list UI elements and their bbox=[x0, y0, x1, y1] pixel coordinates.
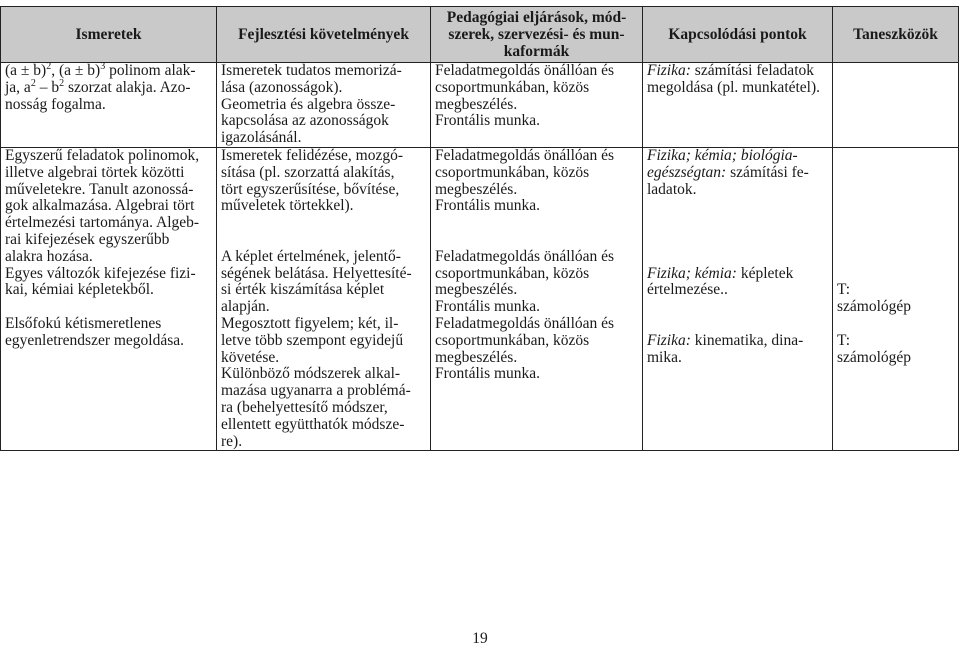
cell-kapcsolodasi bbox=[643, 148, 833, 451]
cell-pedagogiai bbox=[431, 148, 643, 451]
header-kapcsolodasi-pontok: Kapcsolódási pontok bbox=[643, 7, 833, 63]
fejlesztes-text: Ismeretek felidézése, mozgó- sítása (pl. szorzattá alakítás, tört egyszerűsítése, bővítése, műveletek törtekkel). bbox=[221, 147, 404, 215]
identity-line-3: nosság fogalma. bbox=[5, 95, 106, 113]
ismeretek-text: Egyszerű feladatok polinomok, illetve algebrai törtek közötti műveletekre. Tanult azonossá- gok alkalmazása. Algebrai tört értelmezési tartománya. Algeb- rai kifejezések egyszerűbb alakra hozása. bbox=[5, 147, 200, 265]
fejlesztes-text-2: A képlet értelmének, jelentő- ségének belátása. Helyettesíté- si érték kiszámítása képlet alapján. bbox=[221, 247, 412, 316]
pedagogiai-text-2: Feladatmegoldás önállóan és csoportmunkában, közös megbeszélés. Frontális munka. bbox=[435, 247, 615, 316]
connection-text: képletek értelmezése.. bbox=[647, 264, 794, 299]
connection-text: számítási fe- ladatok. bbox=[647, 163, 809, 198]
ismeretek-text-3: Elsőfokú kétismeretlenes egyenletrendszer megoldása. bbox=[5, 314, 185, 349]
table-row bbox=[1, 63, 959, 148]
table-row bbox=[1, 148, 959, 451]
fejlesztes-text-3: Megosztott figyelem; két, il- letve több szempont egyidejű követése. Különböző módszerek alkal- mazása ugyanarra a problémá- ra (behelyettesítő módszer, ellentett együtthatók módsze- re). bbox=[221, 314, 411, 450]
subject-label: Fizika: bbox=[647, 62, 691, 79]
cell-taneszkozok bbox=[833, 148, 959, 451]
header-fejlesztesi-kovetelmenyek: Fejlesztési követelmények bbox=[217, 7, 431, 63]
cell-kapcsolodasi bbox=[643, 63, 833, 148]
curriculum-table bbox=[0, 6, 959, 451]
subject-label: Fizika: bbox=[647, 331, 691, 349]
identity-line-1: $(a \pm b)^2$, $(a \pm b)^3$ polinom alak- bbox=[5, 60, 196, 79]
cell-fejlesztes bbox=[217, 148, 431, 451]
taneszkozok-text: T: számológép bbox=[837, 281, 912, 316]
header-row bbox=[1, 7, 959, 63]
header-pedagogiai-eljarasok: Pedagógiai eljárások, mód- szerek, szervezési- és mun- kaformák bbox=[431, 7, 643, 63]
header-ismeretek: Ismeretek bbox=[1, 7, 217, 63]
connection-text: számítási feladatok megoldása (pl. munkatétel). bbox=[647, 62, 821, 96]
subject-label: Fizika; kémia: bbox=[647, 264, 737, 282]
connection-text: kinematika, dina- mika. bbox=[647, 331, 804, 366]
page-number: 19 bbox=[472, 630, 488, 647]
ismeretek-text-2: Egyes változók kifejezése fizi- kai, kémiai képletekből. bbox=[5, 264, 196, 299]
taneszkozok-text-2: T: számológép bbox=[837, 331, 912, 366]
cell-taneszkozok bbox=[833, 63, 959, 148]
subject-label: Fizika; kémia; biológia- egészségtan: bbox=[647, 147, 798, 181]
cell-pedagogiai: Feladatmegoldás önállóan és csoportmunkában, közös megbeszélés. Frontális munka. bbox=[431, 63, 643, 148]
pedagogiai-text: Feladatmegoldás önállóan és csoportmunkában, közös megbeszélés. Frontális munka. bbox=[435, 147, 615, 215]
cell-ismeretek bbox=[1, 60, 217, 148]
cell-ismeretek bbox=[1, 148, 217, 451]
pedagogiai-text-3: Feladatmegoldás önállóan és csoportmunkában, közös megbeszélés. Frontális munka. bbox=[435, 314, 615, 383]
header-taneszkozok: Taneszközök bbox=[833, 7, 959, 63]
cell-fejlesztes: Ismeretek tudatos memorizá- lása (azonosságok). Geometria és algebra össze- kapcsolása az azonosságok igazolásánál. bbox=[217, 63, 431, 148]
identity-line-2: ja, $a^2 - b^2$ szorzat alakja. Azo- bbox=[5, 77, 191, 96]
